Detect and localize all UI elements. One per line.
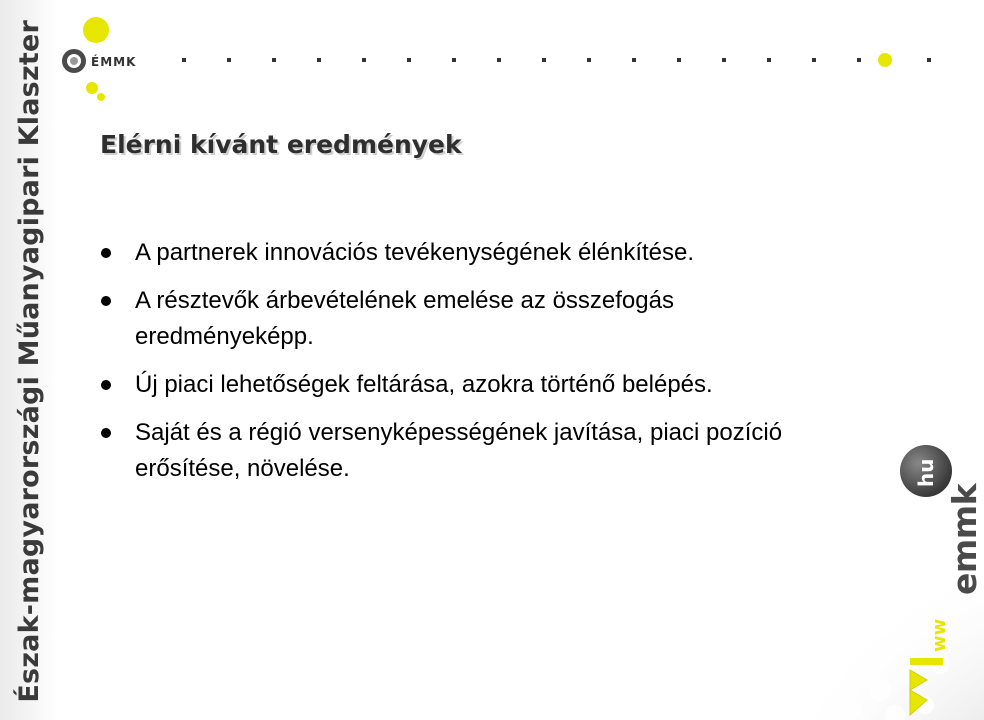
sidebar-cluster-name: Észak-magyarországi Műanyagipari Klaszter [14,20,45,703]
bullet-text: Saját és a régió versenyképességének javítása, piaci pozíció erősítése, növelése. [135,419,783,482]
bullet-dot-icon [101,380,111,390]
bullet-dot-icon [101,296,111,306]
www-logo-icon [905,590,955,720]
website-url-text: emmk [945,483,984,595]
logo-text: ÉMMK [91,55,137,69]
hu-text: hu [914,458,938,487]
sidebar [0,0,58,720]
logo-yellow-circle [83,17,109,43]
slide-title: Elérni kívánt eredmények [100,130,462,159]
emmk-logo [58,8,168,108]
bullet-dot-icon [101,428,111,438]
bullet-text: A partnerek innovációs tevékenységének élénkítése. [135,239,695,266]
bullet-dot-icon [101,248,111,258]
bullet-item [98,283,858,355]
bullet-text: Új piaci lehetőségek feltárása, azokra történő belépés. [135,371,713,398]
www-prefix-text: ww [929,618,950,652]
dotted-line-decoration [170,50,940,70]
bullet-item [98,235,858,271]
bullet-text: A résztevők árbevételének emelése az összefogás eredményeképp. [135,287,674,350]
